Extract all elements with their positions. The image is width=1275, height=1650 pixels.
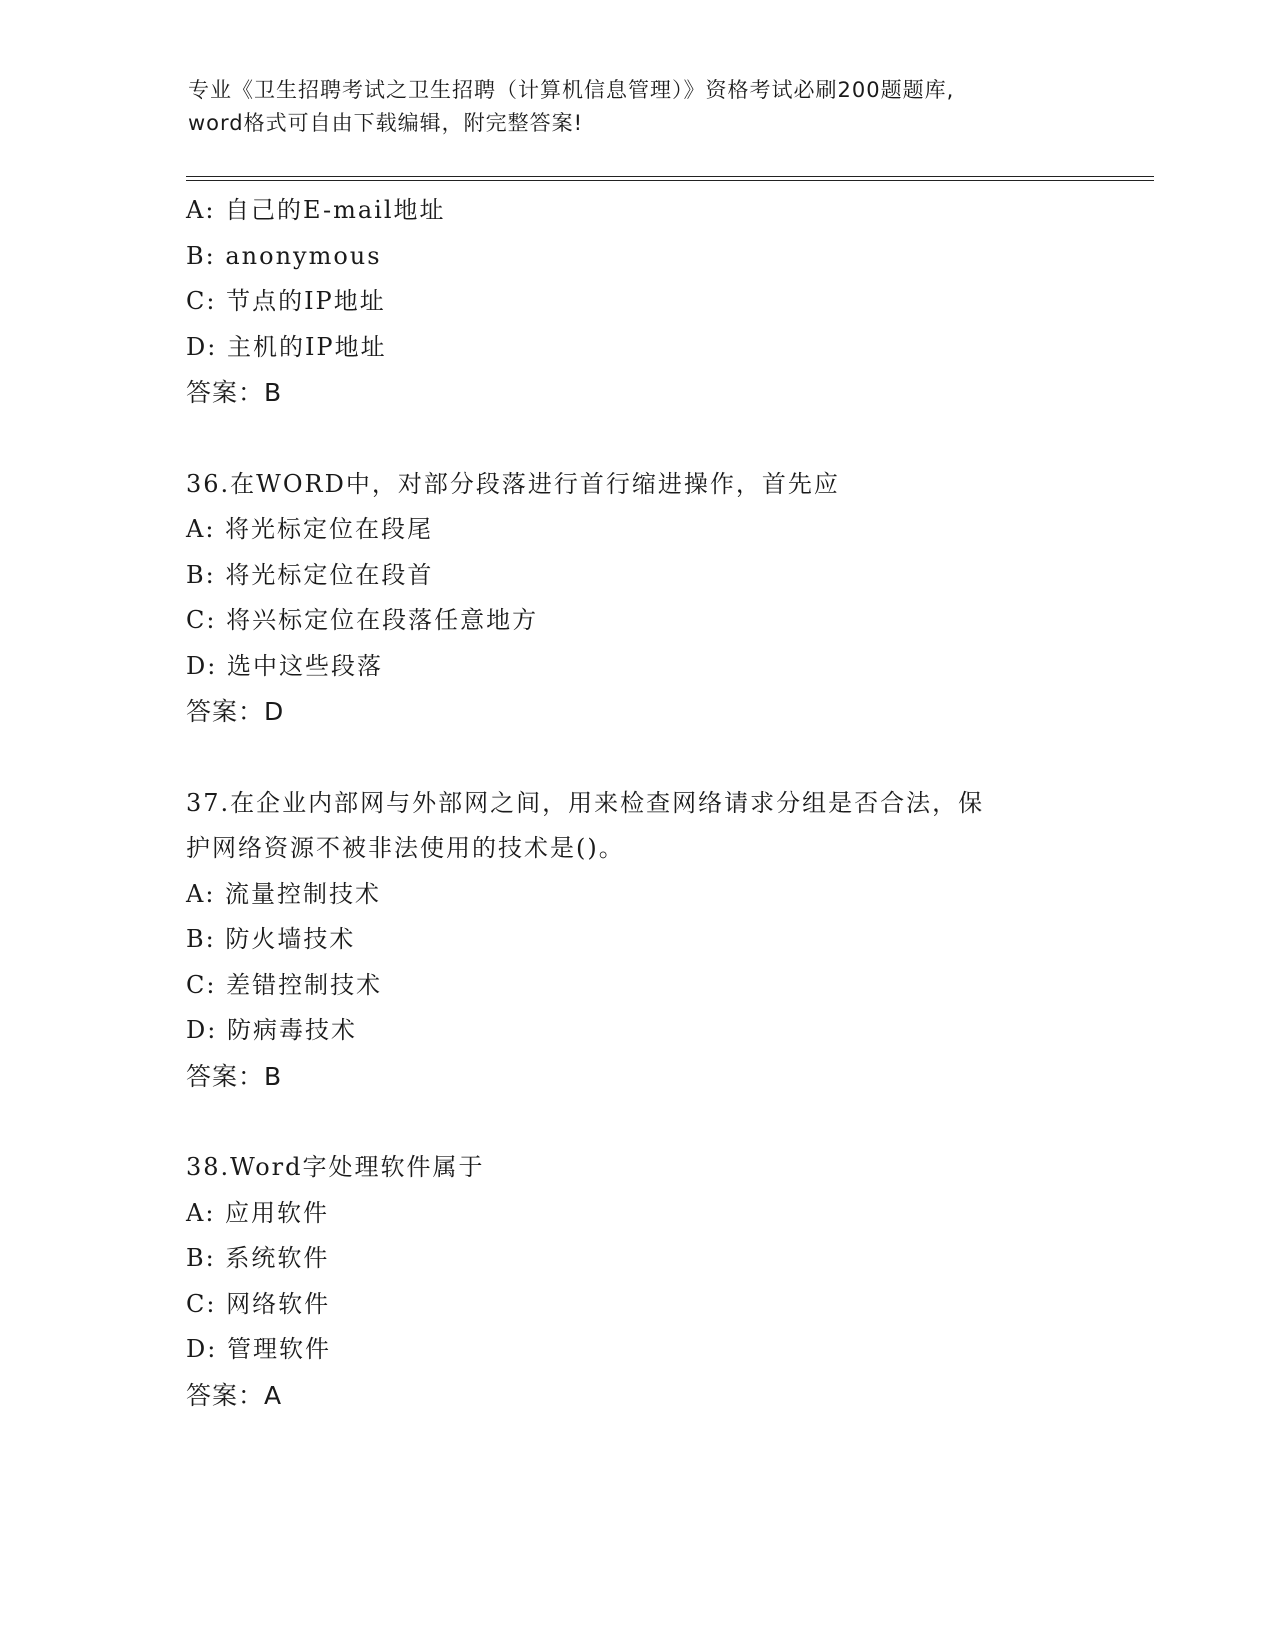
option-d: D: 管理软件 [186,1335,331,1363]
option-c: C: 网络软件 [186,1289,331,1318]
option-b: B: 防火墙技术 [186,925,356,953]
spacer [186,416,1146,462]
answer: 答案：B [186,378,283,407]
answer: 答案：D [186,697,285,726]
header-line-1: 专业《卫生招聘考试之卫生招聘（计算机信息管理）》资格考试必刷200题题库, [188,78,955,102]
option-d: D: 主机的IP地址 [186,332,387,361]
option-a: A: 应用软件 [186,1198,330,1227]
option-b: B: anonymous [186,241,382,270]
question-35 [186,188,1146,416]
option-c: C: 节点的IP地址 [186,287,386,315]
option-a: A: 自己的E-mail地址 [186,196,446,224]
question-stem-line-1: 37.在企业内部网与外部网之间，用来检查网络请求分组是否合法，保 [186,788,985,817]
header-line-2: word格式可自由下载编辑，附完整答案! [188,111,584,135]
option-c: C: 差错控制技术 [186,970,383,999]
option-d: D: 选中这些段落 [186,651,383,680]
question-stem-line-2: 护网络资源不被非法使用的技术是()。 [186,834,625,862]
header-divider [186,176,1154,181]
question-stem: 36.在WORD中，对部分段落进行首行缩进操作，首先应 [186,469,840,498]
document-header [188,74,1088,140]
question-stem: 38.Word字处理软件属于 [186,1153,485,1181]
question-37 [186,781,1146,1100]
answer: 答案：A [186,1380,283,1410]
option-b: B: 将光标定位在段首 [186,560,434,589]
question-36 [186,462,1146,735]
question-list [186,188,1146,1418]
option-d: D: 防病毒技术 [186,1016,357,1044]
spacer [186,1099,1146,1145]
option-c: C: 将兴标定位在段落任意地方 [186,606,539,634]
spacer [186,735,1146,781]
option-a: A: 将光标定位在段尾 [186,515,434,543]
answer: 答案：B [186,1061,283,1091]
question-38 [186,1145,1146,1418]
option-a: A: 流量控制技术 [186,879,382,908]
option-b: B: 系统软件 [186,1244,330,1272]
